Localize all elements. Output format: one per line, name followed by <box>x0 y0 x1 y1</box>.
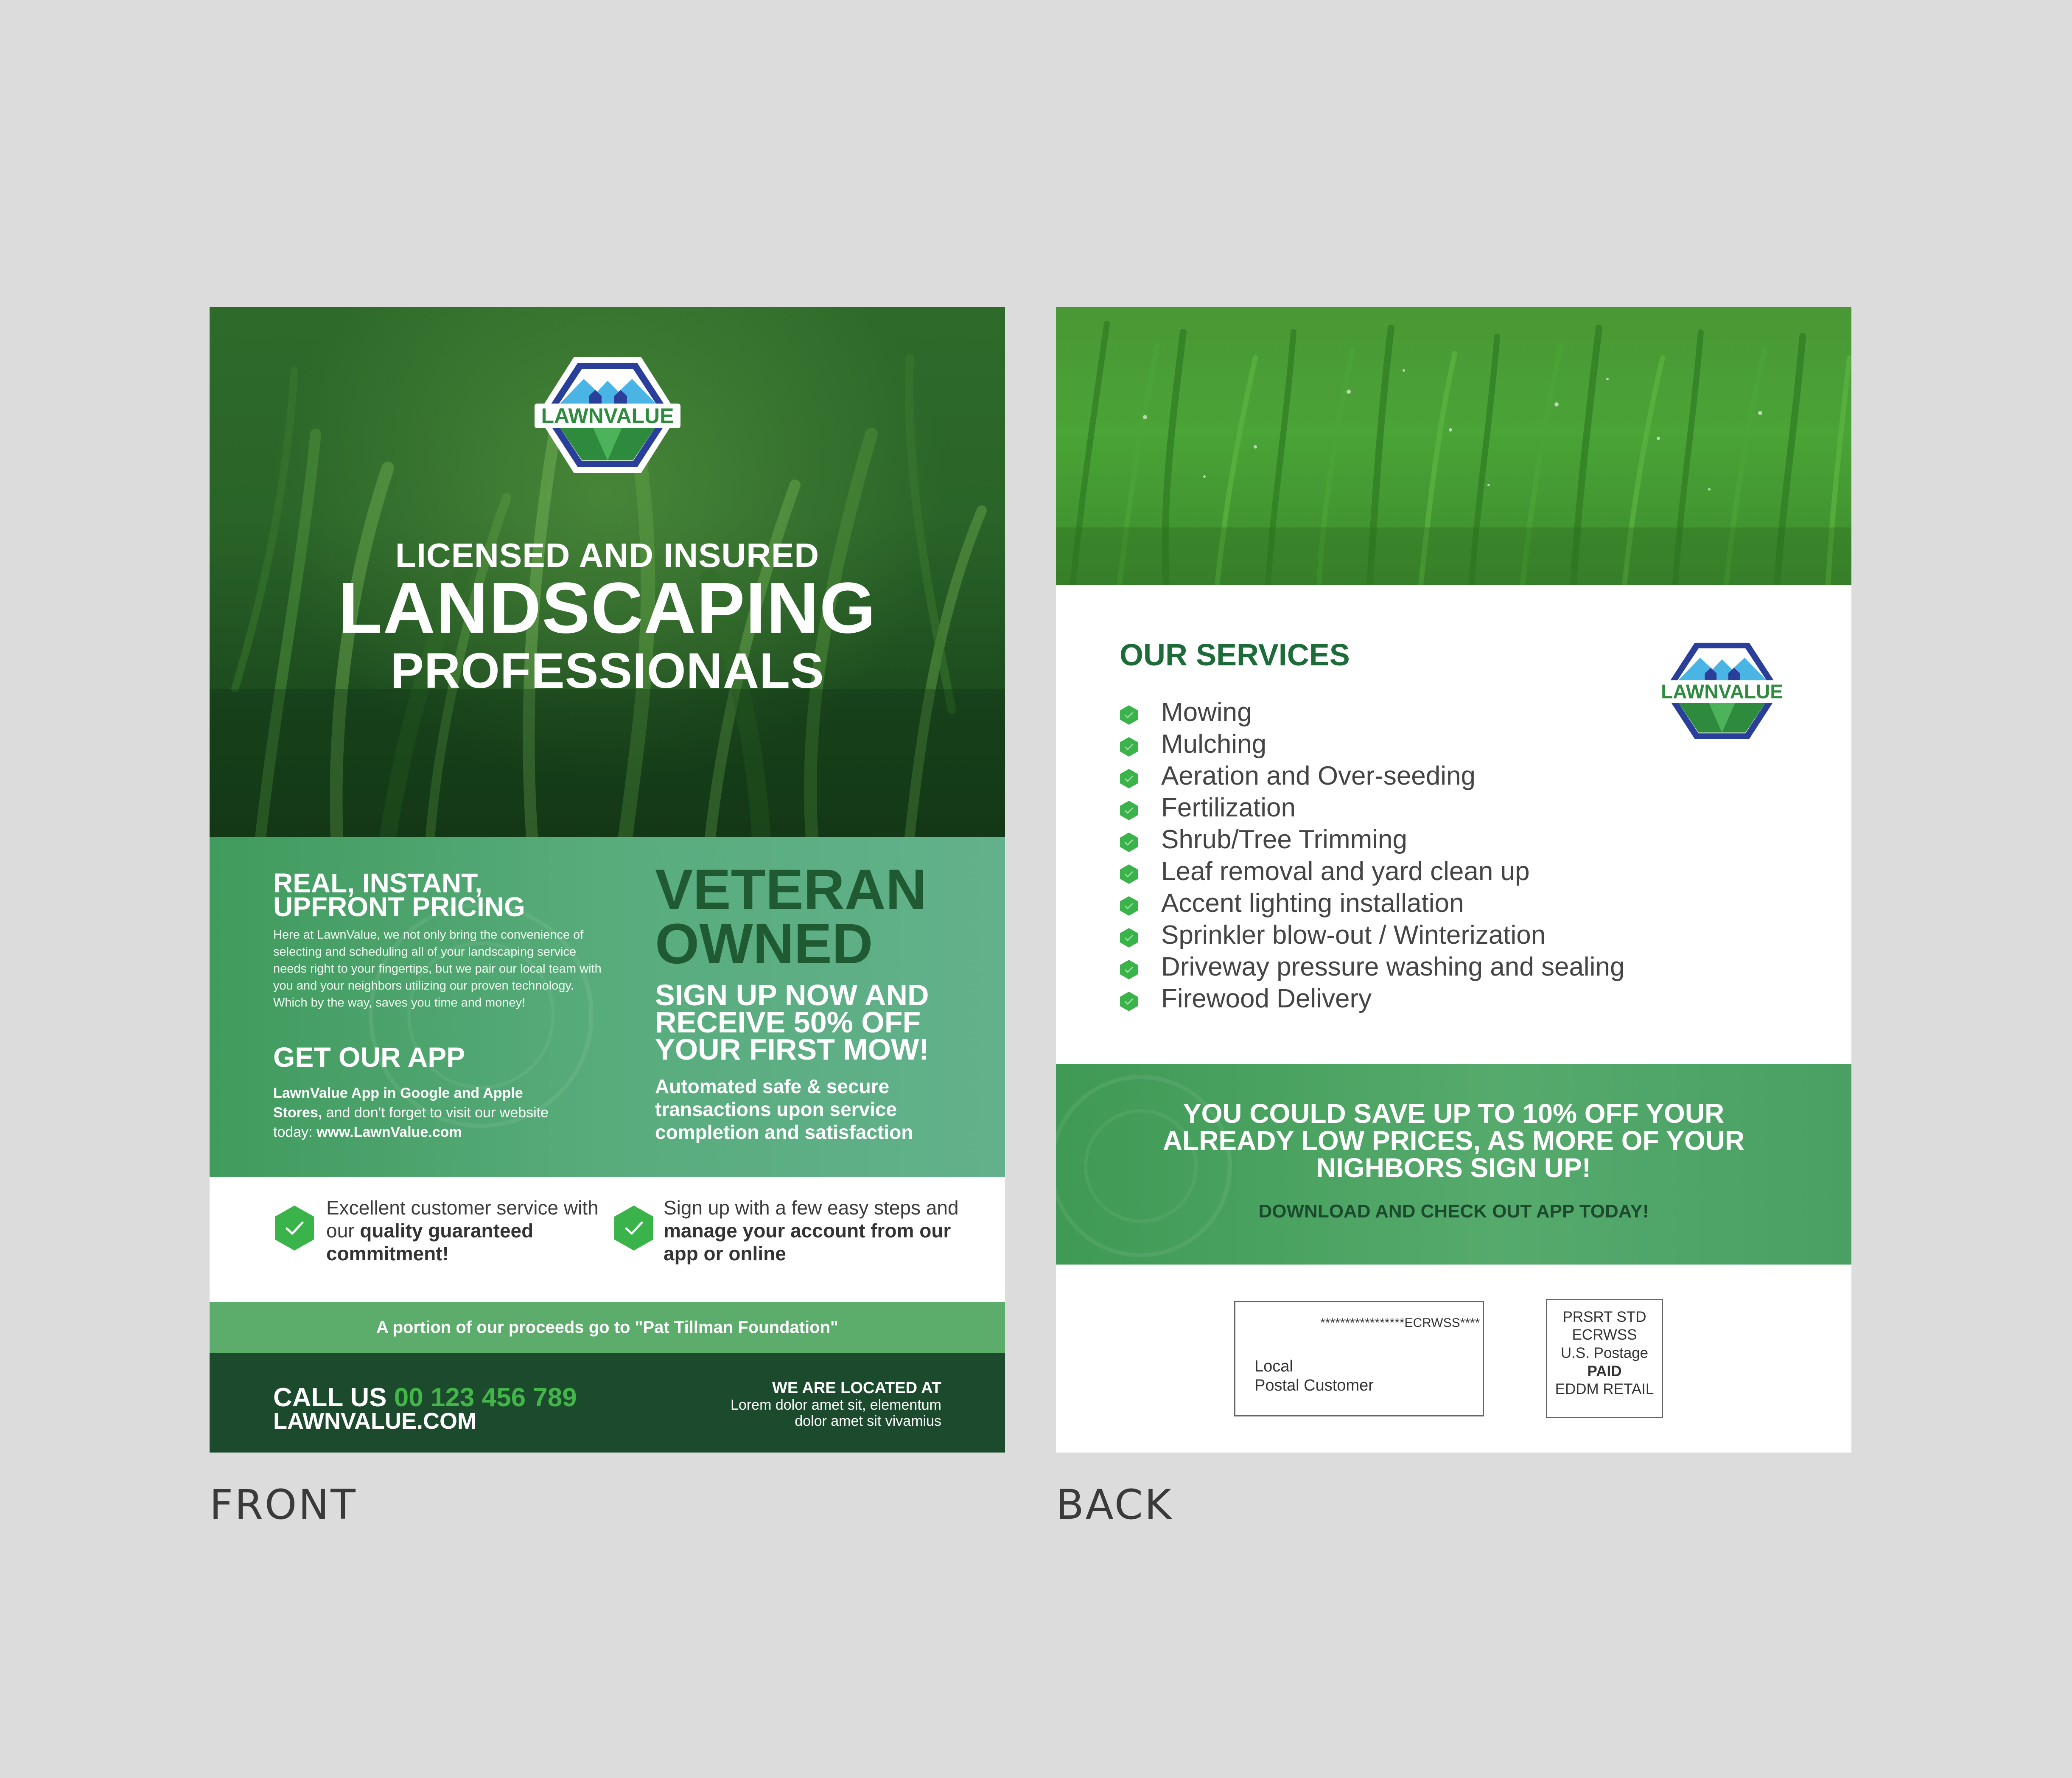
postage-line: ECRWSS <box>1572 1326 1637 1343</box>
postage-line: PRSRT STD <box>1562 1309 1646 1325</box>
service-label: Driveway pressure washing and sealing <box>1161 952 1625 982</box>
service-item <box>1120 919 1624 951</box>
lawnvalue-logo <box>534 353 681 477</box>
check-hexagon-icon <box>273 1205 316 1251</box>
postage-line: PAID <box>1587 1363 1622 1380</box>
website-url[interactable]: LAWNVALUE.COM <box>273 1408 476 1434</box>
service-label: Fertilization <box>1161 793 1296 822</box>
service-item <box>1120 855 1624 887</box>
service-item <box>1120 760 1624 792</box>
feature-text <box>664 1196 960 1265</box>
feature-text <box>326 1196 623 1265</box>
services-heading: OUR SERVICES <box>1120 638 1350 672</box>
postage-line: EDDM RETAIL <box>1555 1381 1654 1397</box>
call-us-label: CALL US <box>273 1383 387 1412</box>
hexagon-bullet-icon <box>1120 768 1138 789</box>
front-caption: FRONT <box>210 1481 357 1528</box>
postage-line: U.S. Postage <box>1560 1345 1649 1361</box>
address-line-2: dolor amet sit vivamius <box>795 1413 941 1429</box>
website-link[interactable]: www.LawnValue.com <box>316 1124 462 1140</box>
logo-text: LAWNVALUE <box>1661 680 1783 703</box>
back-caption: BACK <box>1056 1481 1173 1528</box>
logo-text: LAWNVALUE <box>541 404 674 428</box>
foundation-banner: A portion of our proceeds go to "Pat Tillman Foundation" <box>210 1302 1005 1353</box>
hexagon-bullet-icon <box>1120 705 1138 725</box>
service-item <box>1120 824 1624 855</box>
mail-route-code: *****************ECRWSS**** <box>1320 1316 1480 1330</box>
app-heading: GET OUR APP <box>273 1041 465 1073</box>
pricing-body: Here at LawnValue, we not only bring the convenience of selecting and scheduling all of your landscaping service needs right to your fingertips, but we pair our local team with you and your neighbors utilizing our proven technology. Which by the way, saves you time and money! <box>273 928 602 1010</box>
lawnvalue-logo <box>1654 634 1790 748</box>
service-item <box>1120 983 1624 1015</box>
back-flyer <box>1056 307 1851 1453</box>
service-item <box>1120 887 1624 919</box>
pricing-heading: REAL, INSTANT, UPFRONT PRICING <box>273 868 525 922</box>
phone-number[interactable]: 00 123 456 789 <box>394 1383 577 1412</box>
service-item <box>1120 792 1624 824</box>
app-body-text: and don't forget to visit our website today: <box>273 1105 549 1140</box>
mail-recipient-line-1: Local <box>1254 1357 1293 1375</box>
automated-transactions-text: Automated safe & secure transactions upon service completion and satisfaction <box>655 1075 913 1143</box>
service-label: Accent lighting installation <box>1161 889 1464 918</box>
hero-title-line2: PROFESSIONALS <box>390 643 824 699</box>
service-label: Mulching <box>1161 729 1267 759</box>
grass-dew-image <box>1056 307 1851 585</box>
back-hero-grass <box>1056 307 1851 585</box>
feature-text-bold: manage your account from our app or online <box>664 1220 951 1265</box>
front-flyer <box>210 307 1005 1453</box>
mailing-address-box <box>1234 1301 1484 1416</box>
front-info-band <box>210 837 1005 1177</box>
hexagon-bullet-icon <box>1120 896 1138 916</box>
savings-band <box>1056 1064 1851 1265</box>
postage-indicia <box>1546 1299 1663 1418</box>
service-item <box>1120 951 1624 983</box>
service-label: Leaf removal and yard clean up <box>1161 857 1530 886</box>
check-hexagon-icon <box>613 1205 655 1251</box>
hexagon-bullet-icon <box>1120 800 1138 821</box>
service-label: Mowing <box>1161 698 1252 727</box>
front-footer <box>210 1353 1005 1453</box>
feature-text-bold: quality guaranteed commitment! <box>326 1220 534 1265</box>
service-label: Shrub/Tree Trimming <box>1161 825 1407 854</box>
hexagon-bullet-icon <box>1120 959 1138 980</box>
hexagon-bullet-icon <box>1120 864 1138 884</box>
app-body <box>273 1083 570 1142</box>
hexagon-bullet-icon <box>1120 991 1138 1012</box>
hexagon-bullet-icon <box>1120 928 1138 948</box>
front-features-band <box>210 1177 1005 1300</box>
signup-offer-heading: SIGN UP NOW AND RECEIVE 50% OFF YOUR FIRST MOW! <box>655 979 929 1066</box>
app-body-bold: LawnValue App in Google and Apple Stores, <box>273 1085 523 1121</box>
feature-text-regular: Sign up with a few easy steps and <box>664 1197 959 1219</box>
mail-recipient-line-2: Postal Customer <box>1254 1377 1374 1394</box>
front-hero-grass <box>210 307 1005 837</box>
savings-message: YOU COULD SAVE UP TO 10% OFF YOUR ALREADY LOW PRICES, AS MORE OF YOUR NIGHBORS SIGN UP! <box>1162 1098 1745 1183</box>
service-label: Sprinkler blow-out / Winterization <box>1161 920 1546 950</box>
hero-subtitle: LICENSED AND INSURED <box>395 536 820 574</box>
service-item <box>1120 728 1624 760</box>
service-item <box>1120 696 1624 728</box>
veteran-owned-heading: VETERAN OWNED <box>655 858 927 976</box>
location-heading: WE ARE LOCATED AT <box>772 1379 941 1397</box>
hero-title: LANDSCAPING <box>338 568 876 648</box>
services-list <box>1120 696 1624 1015</box>
service-label: Firewood Delivery <box>1161 984 1372 1013</box>
service-label: Aeration and Over-seeding <box>1161 761 1476 791</box>
address-line-1: Lorem dolor amet sit, elementum <box>731 1397 941 1413</box>
download-app-cta: DOWNLOAD AND CHECK OUT APP TODAY! <box>1258 1201 1649 1222</box>
feature-text-regular: Excellent customer service with our <box>326 1197 599 1242</box>
hexagon-bullet-icon <box>1120 737 1138 757</box>
hexagon-bullet-icon <box>1120 832 1138 853</box>
